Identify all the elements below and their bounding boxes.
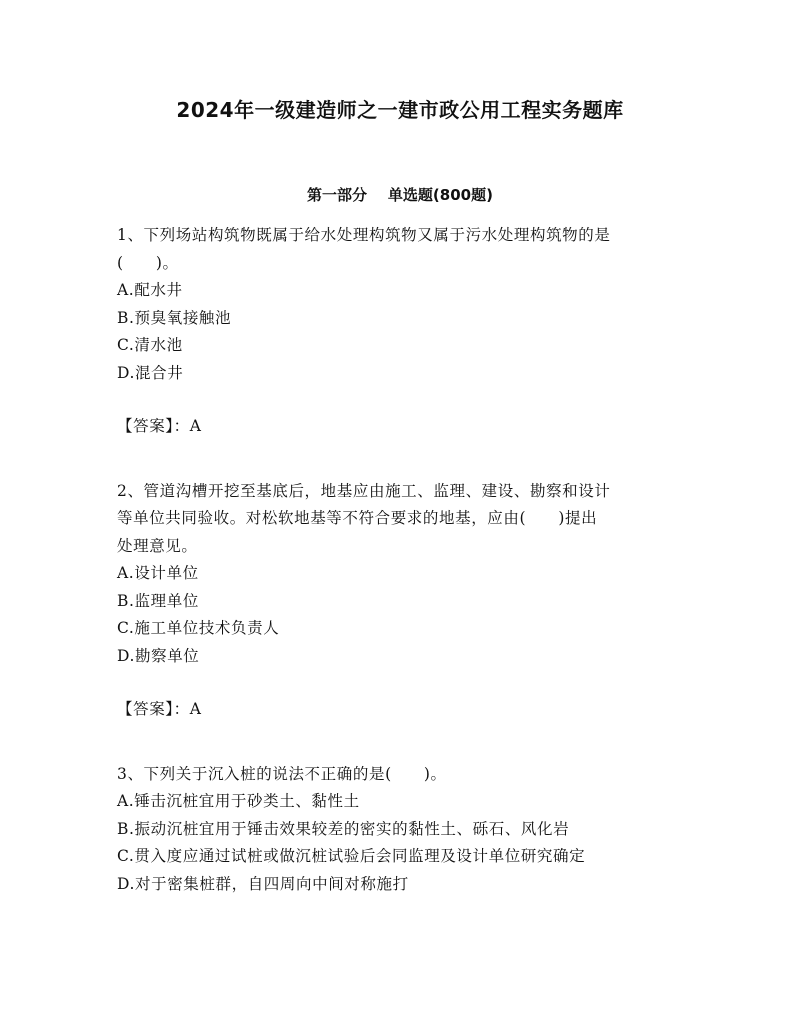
option-a: A.设计单位 bbox=[117, 564, 199, 582]
option-c: C.贯入度应通过试桩或做沉桩试验后会同监理及设计单位研究确定 bbox=[117, 847, 586, 865]
question-spacer bbox=[117, 724, 687, 761]
option-b: B.预臭氧接触池 bbox=[117, 308, 232, 327]
question-stem-line: 1、下列场站构筑物既属于给水处理构筑物又属于污水处理构筑物的是 bbox=[117, 226, 611, 244]
question-list bbox=[117, 222, 687, 898]
option-d: D.对于密集桩群，自四周向中间对称施打 bbox=[117, 874, 409, 893]
section-title: 第一部分 单选题(800题) bbox=[307, 186, 493, 204]
answer-line: 【答案】：A bbox=[117, 700, 202, 718]
question-stem-line: ( )。 bbox=[117, 253, 179, 272]
question-2 bbox=[117, 478, 687, 724]
option-a: A.锤击沉桩宜用于砂类土、黏性土 bbox=[117, 792, 360, 810]
option-c: C.清水池 bbox=[117, 336, 183, 354]
option-b: B.监理单位 bbox=[117, 591, 199, 610]
question-stem-line: 2、管道沟槽开挖至基底后，地基应由施工、监理、建设、勘察和设计 bbox=[117, 481, 611, 500]
question-stem-line: 处理意见。 bbox=[117, 536, 198, 555]
option-d: D.勘察单位 bbox=[117, 646, 200, 665]
option-b: B.振动沉桩宜用于锤击效果较差的密实的黏性土、砾石、风化岩 bbox=[117, 819, 570, 838]
option-d: D.混合井 bbox=[117, 363, 184, 382]
option-a: A.配水井 bbox=[117, 281, 183, 299]
question-stem-line: 3、下列关于沉入桩的说法不正确的是( )。 bbox=[117, 764, 447, 783]
question-1 bbox=[117, 222, 687, 441]
question-stem-line: 等单位共同验收。对松软地基等不符合要求的地基，应由( )提出 bbox=[117, 509, 598, 527]
question-spacer bbox=[117, 441, 687, 478]
document-title: 2024年一级建造师之一建市政公用工程实务题库 bbox=[176, 98, 624, 122]
question-3 bbox=[117, 761, 687, 899]
option-c: C.施工单位技术负责人 bbox=[117, 619, 280, 637]
answer-line: 【答案】：A bbox=[117, 417, 202, 435]
